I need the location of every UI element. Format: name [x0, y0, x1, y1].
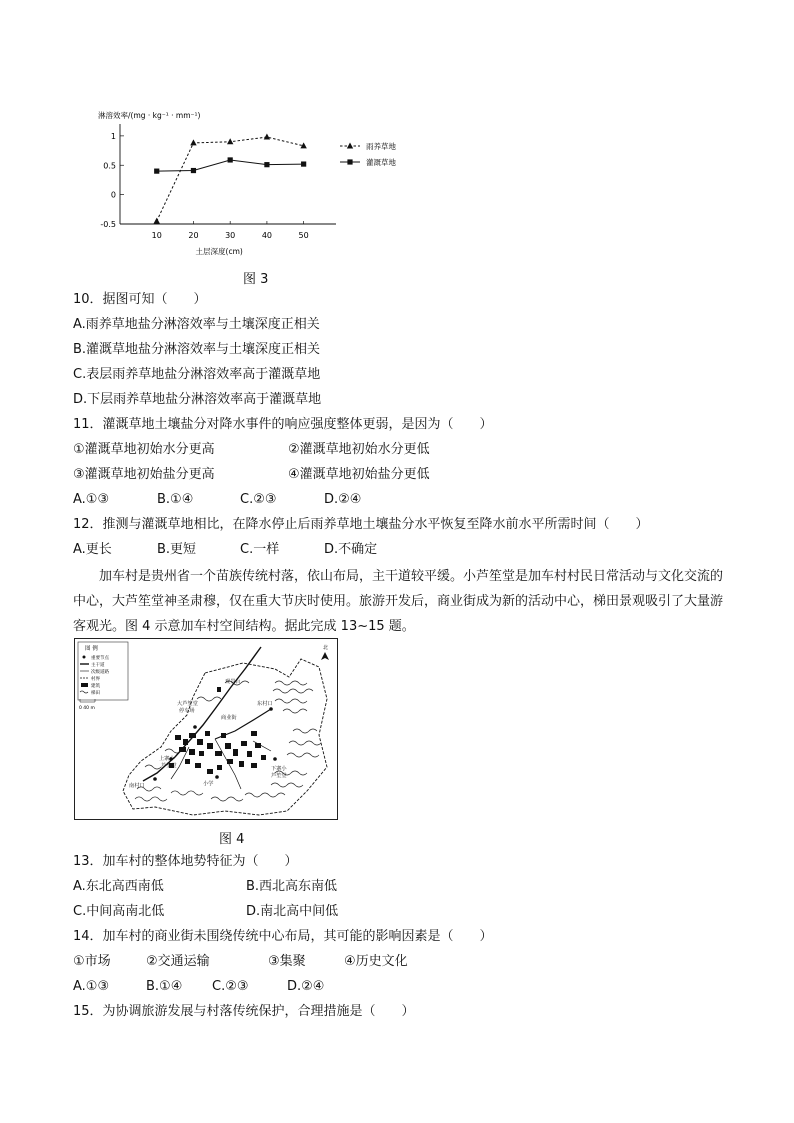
figure-3-chart	[72, 96, 422, 264]
chart-svg	[72, 96, 422, 264]
legend-marker-rainfed	[347, 143, 353, 149]
legend-label-rainfed: 雨养草地	[366, 142, 396, 151]
q12-option-a: A.更长	[73, 542, 112, 557]
q14-item-3: ③集聚	[268, 954, 306, 969]
y-tick-label: 0	[110, 190, 116, 200]
q11-item-1: ①灌溉草地初始水分更高	[73, 442, 215, 457]
x-tick-label: 10	[151, 231, 162, 240]
label-viewpoint: 观景台	[225, 679, 241, 685]
terrace-fields	[135, 681, 321, 801]
q12-options	[73, 541, 733, 559]
data-point-triangle	[190, 139, 196, 145]
q12-option-d: D.不确定	[324, 542, 378, 557]
q10-option-b: B.灌溉草地盐分淋溶效率与土壤深度正相关	[73, 342, 321, 357]
q13-stem: 13．加车村的整体地势特征为（ ）	[73, 854, 298, 869]
north-arrow	[321, 644, 329, 660]
legend-building: 建筑	[91, 684, 100, 689]
q13-option-d: D.南北高中间低	[246, 904, 339, 919]
data-point-square	[191, 168, 196, 173]
q11-option-c: C.②③	[240, 492, 277, 507]
q14-item-4: ④历史文化	[344, 954, 408, 969]
q15-stem: 15．为协调旅游发展与村落传统保护，合理措施是（ ）	[73, 1004, 415, 1019]
q10-option-d: D.下层雨养草地盐分淋溶效率高于灌溉草地	[73, 392, 322, 407]
q11-options	[73, 491, 733, 509]
map-legend	[78, 642, 128, 711]
north-label: 北	[323, 645, 329, 651]
q11-stem: 11．灌溉草地土壤盐分对降水事件的响应强度整体更弱，是因为（ ）	[73, 417, 493, 432]
legend-terrace-icon	[80, 691, 88, 693]
legend-building-icon	[81, 683, 88, 687]
figure-4-map	[74, 638, 338, 820]
label-lower-lusheng: 下寨小	[271, 766, 287, 772]
label-parking: 停车场	[179, 708, 195, 714]
label-east-entrance: 东村口	[257, 701, 273, 707]
legend-boundary: 村界	[91, 677, 100, 682]
label-school: 小学	[203, 781, 214, 787]
q13-options-row-1	[73, 878, 733, 896]
label-street: 商业街	[221, 715, 237, 721]
q12-option-b: B.更短	[157, 542, 197, 557]
q11-items-row-1	[73, 441, 733, 459]
reading-passage: 加车村是贵州省一个苗族传统村落，依山布局，主干道较平缓。小芦笙堂是加车村村民日常活动与文化交流的中心，大芦笙堂神圣肃穆，仅在重大节庆时使用。旅游开发后，商业街成为新的活动中心，梯田景观吸引了大量游客观光。图 4 示意加车村空间结构。据此完成 13~15 题。	[73, 569, 724, 634]
q14-items	[73, 953, 733, 971]
figure-4-caption: 图 4	[219, 832, 245, 847]
q14-item-1: ①市场	[73, 954, 111, 969]
q13-option-b: B.西北高东南低	[246, 879, 338, 894]
label-big-lusheng: 大芦笙堂	[177, 701, 198, 707]
q13-options-row-2	[73, 903, 733, 921]
data-point-triangle	[227, 138, 233, 144]
x-tick-label: 50	[298, 231, 309, 240]
legend-terrace: 梯田	[91, 691, 100, 696]
y-tick-label: 0.5	[103, 161, 116, 171]
q11-item-2: ②灌溉草地初始水分更低	[288, 442, 430, 457]
village-map-svg	[75, 639, 336, 818]
q12-stem: 12．推测与灌溉草地相比，在降水停止后雨养草地土壤盐分水平恢复至降水前水平所需时间（ ）	[73, 517, 649, 532]
y-tick-label: -0.5	[100, 220, 116, 229]
q11-option-d: D.②④	[324, 492, 362, 507]
q11-option-b: B.①④	[157, 492, 194, 507]
q11-option-a: A.①③	[73, 492, 110, 507]
series-line-0	[157, 137, 304, 221]
data-point-square	[228, 157, 233, 162]
label-lower-lusheng-2: 芦笙堂	[271, 773, 287, 779]
label-south-entrance: 南村口	[129, 783, 145, 789]
q14-stem: 14．加车村的商业街未围绕传统中心布局，其可能的影响因素是（ ）	[73, 929, 493, 944]
data-point-square	[154, 169, 159, 174]
data-point-square	[301, 161, 306, 166]
q11-item-4: ④灌溉草地初始盐分更低	[288, 467, 430, 482]
x-tick-label: 20	[188, 231, 199, 240]
data-point-square	[264, 162, 269, 167]
q14-item-2: ②交通运输	[146, 954, 210, 969]
x-axis-label: 土层深度(cm)	[195, 247, 243, 256]
label-upper-lusheng: 上寨小	[159, 756, 175, 762]
q14-option-a: A.①③	[73, 979, 110, 994]
figure-3-caption: 图 3	[243, 272, 269, 287]
legend-minor-road: 次级道路	[91, 670, 109, 675]
y-tick-label: 1	[110, 131, 116, 141]
q14-options	[73, 978, 733, 996]
legend-main-road: 主干道	[91, 663, 105, 668]
data-point-triangle	[264, 134, 270, 140]
q13-option-c: C.中间高南北低	[73, 904, 165, 919]
data-point-triangle	[154, 218, 160, 224]
q14-option-b: B.①④	[146, 979, 183, 994]
legend-node: 重要节点	[91, 656, 109, 661]
q11-items-row-2	[73, 466, 733, 484]
legend-scale: 0 40 m	[79, 706, 95, 711]
x-tick-label: 40	[261, 231, 273, 240]
q10-option-a: A.雨养草地盐分淋溶效率与土壤深度正相关	[73, 317, 320, 332]
q13-option-a: A.东北高西南低	[73, 879, 164, 894]
legend-label-irrigated: 灌溉草地	[366, 158, 396, 167]
x-tick-label: 30	[225, 231, 236, 240]
legend-title: 图 例	[85, 646, 98, 652]
q10-option-c: C.表层雨养草地盐分淋溶效率高于灌溉草地	[73, 367, 321, 382]
legend-marker-irrigated	[347, 159, 352, 164]
q11-item-3: ③灌溉草地初始盐分更高	[73, 467, 215, 482]
legend-node-icon	[83, 656, 86, 659]
q14-option-c: C.②③	[212, 979, 249, 994]
y-axis-label: 淋溶效率/(mg · kg⁻¹ · mm⁻¹)	[98, 111, 201, 120]
q12-option-c: C.一样	[240, 542, 280, 557]
q10-stem: 10．据图可知（ ）	[73, 292, 207, 307]
q14-option-d: D.②④	[287, 979, 325, 994]
label-upper-lusheng-2: 芦笙堂	[161, 763, 177, 769]
